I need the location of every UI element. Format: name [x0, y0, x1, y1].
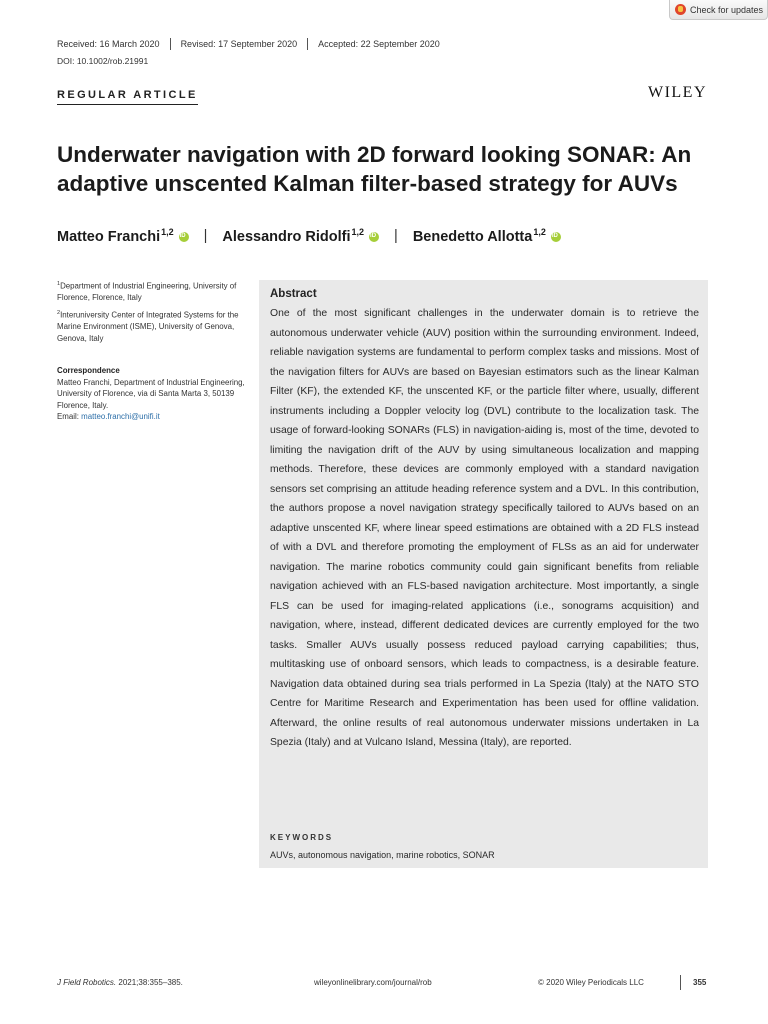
- orcid-icon[interactable]: [551, 232, 561, 242]
- correspondence-heading: Correspondence: [57, 366, 120, 375]
- abstract-box: [259, 280, 708, 868]
- author-name[interactable]: Alessandro Ridolfi$^{1,2}$: [222, 227, 365, 245]
- author-separator: |: [394, 227, 398, 244]
- footer-divider: [680, 975, 681, 990]
- orcid-icon[interactable]: [179, 232, 189, 242]
- article-history: [57, 38, 450, 50]
- author-name[interactable]: Matteo Franchi$^{1,2}$: [57, 227, 174, 245]
- author-list: [57, 227, 561, 245]
- correspondence-email-line: Email: matteo.franchi@unifi.it: [57, 412, 160, 422]
- correspondence: [57, 365, 247, 423]
- keywords-heading: KEYWORDS: [270, 833, 334, 842]
- affiliation-2: $^2$Interuniversity Center of Integrated Systems for the Marine Environment (ISME), University of Genova, Genova, Italy: [57, 310, 239, 343]
- keywords-text: AUVs, autonomous navigation, marine robotics, SONAR: [270, 850, 495, 860]
- crossmark-icon: [675, 4, 686, 15]
- email-link[interactable]: matteo.franchi@unifi.it: [81, 412, 160, 422]
- received-date: Received: 16 March 2020: [57, 39, 160, 49]
- abstract-text: One of the most significant challenges in the underwater domain is to retrieve the autonomous underwater vehicle (AUV) position within the surrounding environment. Indeed, reliable navigation systems are fundamental to perform complex tasks and missions. Most of the navigation filters for AUVs are based on Bayesian estimators such as the linear Kalman Filter (KF), the extended KF, the unscented KF, or the particle filter where, usually, different instruments including a Doppler velocity log (DVL) contribute to the localization task. The usage of forward-looking SONARs (FLS) in navigation-aiding is, most of the time, devoted to limiting the navigation drift of the AUV by using simultaneous localization and mapping methods. Therefore, these devices are commonly employed with a standard navigation sensors set comprising an attitude heading reference system and a DVL. In this contribution, the authors propose a novel navigation strategy specifically tailored to AUVs based on an adaptive unscented KF, where linear speed estimations are obtained with a 2D FLS instead of with a DVL and therefore promoting the employment of FLSs as an aid for underwater navigation. The marine robotics community could gain significant benefits from reliable navigation achieved with an FLS-based navigation architecture. Most importantly, a single FLS can be used for imaging-related applications (i.e., sonograms acquisition) and navigation, where, instead, different dedicated devices are currently employed for the two tasks. Smaller AUVs usually possess reduced payload carrying capabilities; thus, multitasking use of onboard sensors, which leads to compactness, is a desirable feature. Navigation data obtained during sea trials performed in La Spezia (Italy) at the NATO STO Centre for Maritime Research and Experimentation has been used for offline validation. Afterward, the online results of real autonomous underwater missions undertaken in La Spezia (Italy) and at Vulcano Island, Messina (Italy), are reported.: [270, 308, 699, 748]
- author-separator: |: [203, 227, 208, 244]
- accepted-date: Accepted: 22 September 2020: [307, 38, 450, 50]
- article-type-label: REGULAR ARTICLE: [57, 89, 198, 105]
- footer-copyright: © 2020 Wiley Periodicals LLC: [538, 978, 644, 987]
- footer-journal-url[interactable]: wileyonlinelibrary.com/journal/rob: [314, 978, 432, 987]
- author-name[interactable]: Benedetto Allotta$^{1,2}$: [412, 227, 546, 245]
- page-number: 355: [693, 978, 707, 987]
- correspondence-address: Matteo Franchi, Department of Industrial Engineering, University of Florence, via di Santa Marta 3, 50139 Florence, Italy.: [57, 377, 245, 410]
- publisher-logo: WILEY: [647, 84, 707, 101]
- affiliation-1: $^1$Department of Industrial Engineering, University of Florence, Florence, Italy: [57, 281, 237, 303]
- abstract-heading: Abstract: [270, 288, 317, 300]
- check-for-updates-label: Check for updates: [690, 4, 764, 15]
- footer-citation: J Field Robotics. 2021;38:355–385.: [57, 978, 183, 987]
- revised-date: Revised: 17 September 2020: [170, 38, 308, 50]
- paper-title: Underwater navigation with 2D forward looking SONAR: An adaptive unscented Kalman filter-based strategy for AUVs: [57, 142, 692, 196]
- doi[interactable]: DOI: 10.1002/rob.21991: [57, 56, 149, 66]
- check-for-updates-button[interactable]: [669, 0, 768, 20]
- orcid-icon[interactable]: [369, 232, 379, 242]
